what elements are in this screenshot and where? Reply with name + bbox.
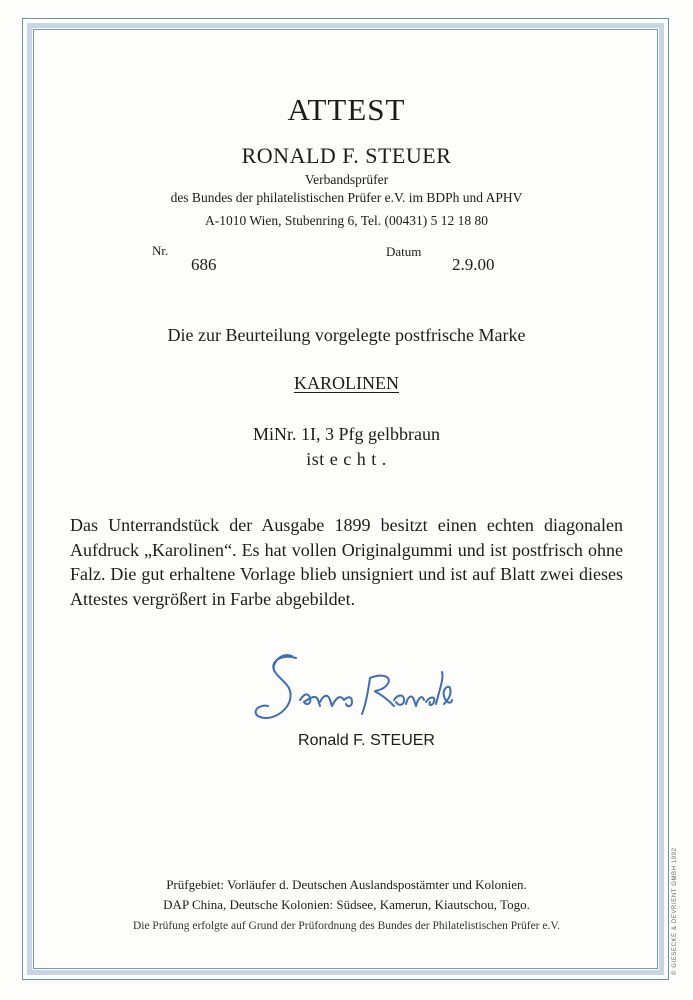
verdict-text: ist e c h t .: [306, 449, 387, 469]
description-paragraph: Das Unterrandstück der Ausgabe 1899 besitzt einen echten diagonalen Aufdruck „Karolinen“. Es hat vollen Originalgummi und ist postfrisch ohne Falz. Die gut erhaltene Vorlage blieb unsigniert und ist auf Blatt zwei dieses Attestes vergrößert in Farbe abgebildet.: [70, 515, 623, 609]
certificate-number: 686: [191, 255, 217, 274]
examiner-role: Verbandsprüfer: [304, 172, 389, 187]
certificate-title: ATTEST: [287, 92, 406, 127]
certificate-date: 2.9.00: [452, 255, 495, 274]
date-label: Datum: [386, 244, 422, 259]
signer-name: Ronald F. STEUER: [298, 732, 435, 749]
footer-regulation-note: Die Prüfung erfolgte auf Grund der Prüfordnung des Bundes der Philatelistischen Prüfer e.V.: [132, 920, 561, 932]
footer-scope-line-1: Prüfgebiet: Vorläufer d. Deutschen Auslandspostämter und Kolonien.: [166, 877, 527, 892]
examiner-name: RONALD F. STEUER: [241, 143, 452, 168]
printer-imprint: © GIESECKE & DEVRIENT GMBH 1992: [672, 847, 678, 975]
catalog-number: MiNr. 1I, 3 Pfg gelbbraun: [253, 424, 440, 444]
number-label: Nr.: [152, 243, 169, 258]
examiner-address: A-1010 Wien, Stubenring 6, Tel. (00431) 5 12 18 80: [205, 213, 488, 228]
handwritten-signature: [244, 648, 454, 728]
stamp-name: KAROLINEN: [294, 373, 399, 393]
intro-text: Die zur Beurteilung vorgelegte postfrische Marke: [167, 325, 526, 345]
examiner-association: des Bundes der philatelistischen Prüfer e.V. im BDPh und APHV: [170, 190, 523, 205]
certificate-border-inner: [33, 29, 658, 969]
footer-scope-line-2: DAP China, Deutsche Kolonien: Südsee, Kamerun, Kiautschou, Togo.: [163, 897, 530, 912]
